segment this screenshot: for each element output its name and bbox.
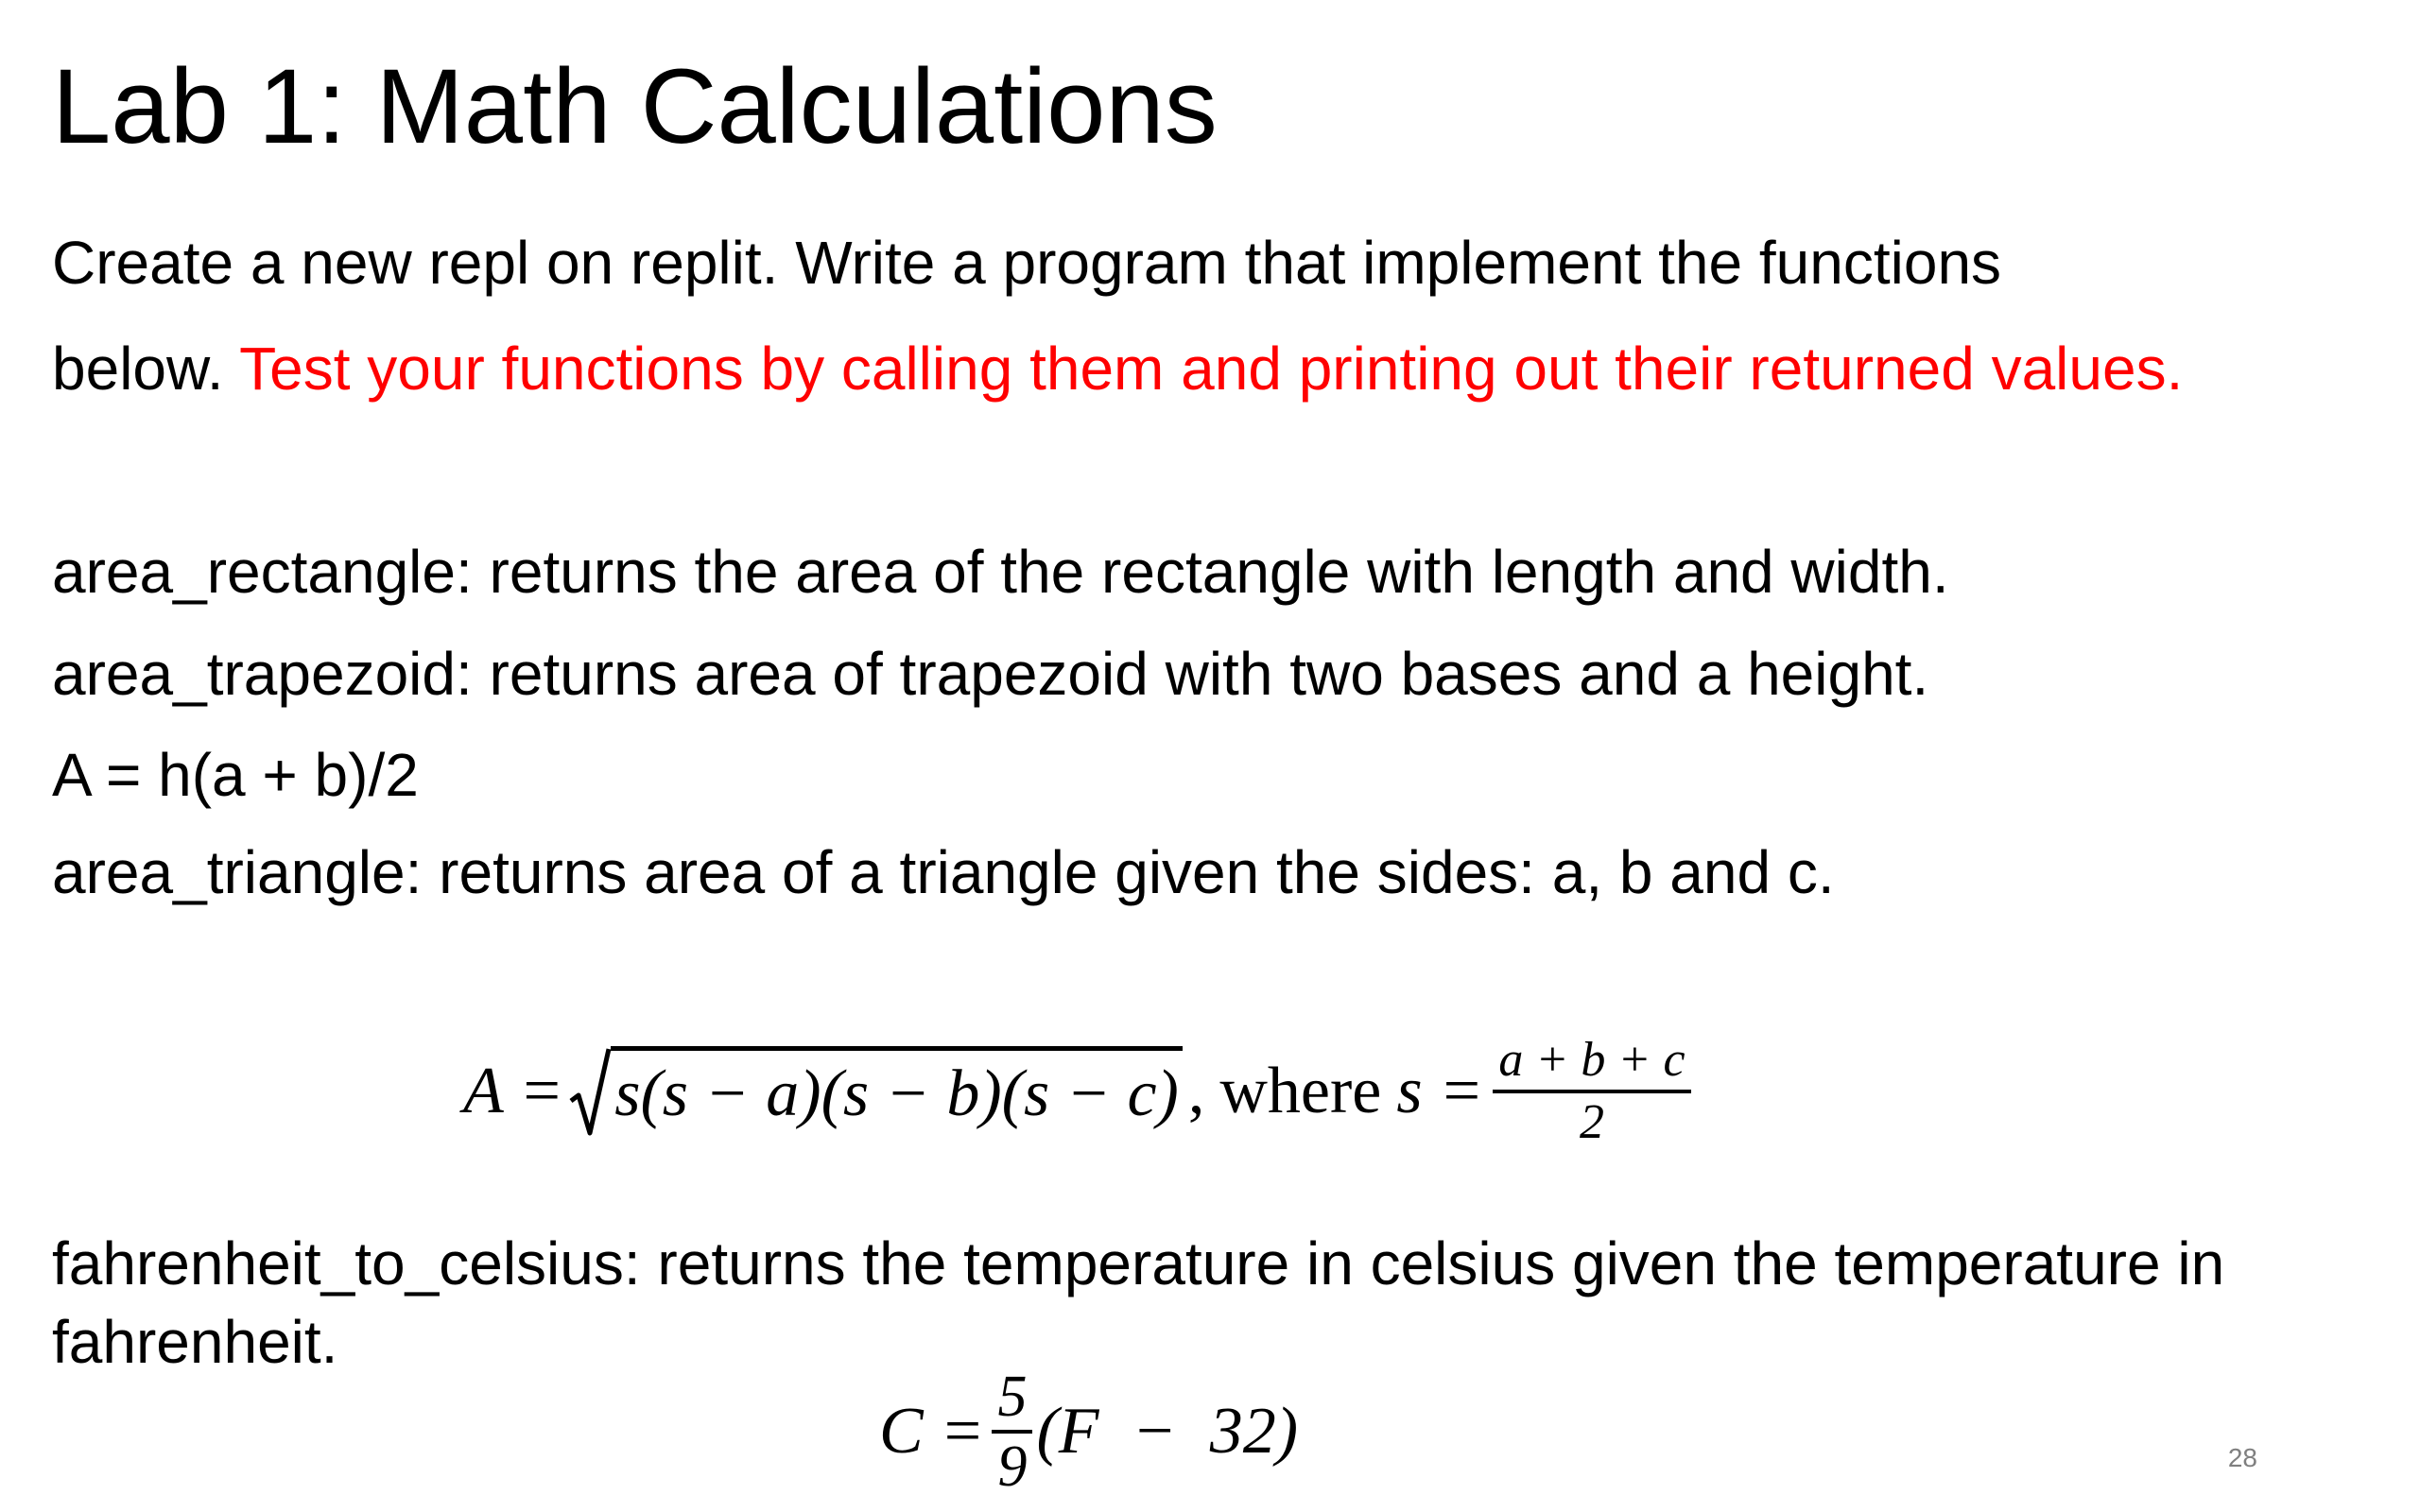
- intro-line-2-prefix: below.: [52, 335, 240, 403]
- trapezoid-description: area_trapezoid: returns area of trapezoid with two bases and a height.: [52, 640, 1929, 708]
- triangle-description: area_triangle: returns area of a triangle given the sides: a, b and c.: [52, 838, 1835, 906]
- trapezoid-formula: A = h(a + b)/2: [52, 741, 419, 809]
- rectangle-description: area_rectangle: returns the area of the rectangle with length and width.: [52, 538, 1949, 606]
- celsius-lhs: C =: [879, 1394, 985, 1468]
- heron-radicand: s(s − a)(s − b)(s − c): [611, 1046, 1183, 1137]
- radical-sign-icon: [569, 1046, 611, 1137]
- celsius-denominator: 9: [997, 1434, 1028, 1499]
- heron-s-equals: s =: [1396, 1055, 1484, 1127]
- intro-line-1: Create a new repl on replit. Write a program that implement the functions: [52, 229, 2002, 297]
- heron-lhs: A =: [463, 1055, 564, 1127]
- heron-formula: [463, 1025, 1701, 1158]
- fahrenheit-description-line-2: fahrenheit.: [52, 1308, 338, 1376]
- slide-title: Lab 1: Math Calculations: [52, 47, 1218, 165]
- semi-perimeter-denominator: 2: [1579, 1095, 1604, 1149]
- fahrenheit-description-line-1: fahrenheit_to_celsius: returns the temperature in celsius given the temperature in: [52, 1229, 2225, 1297]
- page-number: 28: [2227, 1443, 2257, 1472]
- celsius-rhs: (F − 32): [1036, 1394, 1299, 1468]
- celsius-numerator: 5: [997, 1364, 1028, 1429]
- heron-where: where: [1219, 1055, 1382, 1127]
- square-root: [569, 1046, 1183, 1137]
- semi-perimeter-numerator: a + b + c: [1498, 1033, 1685, 1087]
- test-instruction-highlight: Test your functions by calling them and printing out their returned values.: [239, 335, 2184, 403]
- semi-perimeter-fraction: [1493, 1031, 1690, 1152]
- celsius-fraction: [992, 1364, 1032, 1500]
- intro-line-2: [52, 331, 2183, 406]
- heron-comma: ,: [1187, 1055, 1205, 1127]
- celsius-formula: [879, 1353, 1298, 1509]
